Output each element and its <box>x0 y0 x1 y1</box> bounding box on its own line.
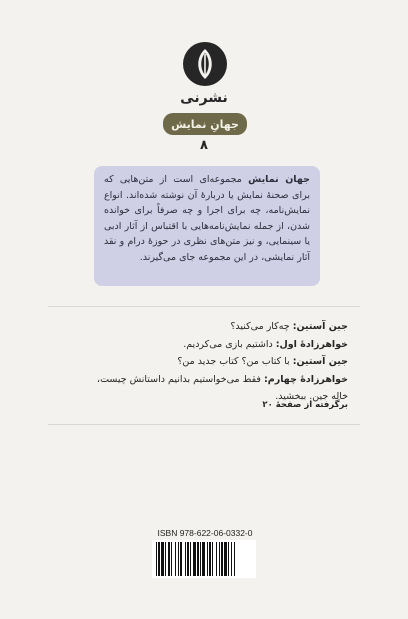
isbn-barcode <box>152 540 256 578</box>
bottom-divider <box>48 424 360 425</box>
barcode-bar <box>234 542 235 576</box>
excerpt-source: برگرفته از صفحهٔ ۲۰ <box>262 400 348 410</box>
barcode-bar <box>171 542 172 576</box>
description-text: مجموعه‌ای است از متن‌هایی که برای صحنهٔ نمایش یا دربارهٔ آن نوشته شده‌اند. انواع نمایش‌نامه، چه برای اجرا و چه صرفاً برای خوانده شدن، از جمله نمایش‌نامه‌هایی با اقتباس از آثار ادبی یا سینمایی، و نیز متن‌های نظری در حوزهٔ درام و نقد آثار نمایشی، در این مجموعه جای می‌گیرند. <box>104 174 310 263</box>
barcode-bar <box>165 542 166 576</box>
barcode-bar <box>200 542 201 576</box>
barcode-bar <box>187 542 189 576</box>
barcode-bar <box>224 542 227 576</box>
dialogue-line <box>60 353 348 371</box>
dialogue-speaker: جین آستین: <box>292 356 348 367</box>
dialogue-speaker: خواهرزادهٔ اول: <box>275 338 348 350</box>
barcode-bar <box>212 542 213 576</box>
dialogue-text: فقط می‌خواستیم بدانیم داستانش چیست، <box>97 373 264 385</box>
dialogue-speaker: جین آستین: <box>292 321 348 332</box>
barcode-bar <box>216 542 217 576</box>
top-divider <box>48 306 360 307</box>
barcode-bar <box>175 542 176 576</box>
series-description <box>94 166 320 286</box>
dialogue-text: خاله جین. ببخشید. <box>275 391 348 402</box>
barcode-bar <box>158 542 160 576</box>
barcode-bar <box>207 542 208 576</box>
barcode-bar <box>219 542 220 576</box>
series-number: ۸ <box>200 138 208 153</box>
barcode-bar <box>161 542 164 576</box>
leaf-icon <box>192 48 218 80</box>
dialogue-text: داشتیم بازی می‌کردیم. <box>183 338 276 350</box>
barcode-bar <box>221 542 223 576</box>
dialogue-speaker: خواهرزادهٔ چهارم: <box>264 373 348 385</box>
dialogue-line <box>60 371 348 389</box>
dialogue-line <box>60 336 348 354</box>
dialogue-excerpt <box>60 318 348 406</box>
publisher-name: نشرنی <box>180 90 228 106</box>
dialogue-text: چه‌کار می‌کنید؟ <box>230 321 293 332</box>
series-title-badge: جهانِ نمایش <box>163 113 247 135</box>
barcode-bar <box>193 542 196 576</box>
barcode-bar <box>185 542 186 576</box>
barcode-bar <box>180 542 182 576</box>
barcode-bar <box>228 542 229 576</box>
barcode-bar <box>197 542 199 576</box>
barcode-bars <box>155 542 253 576</box>
barcode-bar <box>231 542 232 576</box>
isbn-number: ISBN 978-622-06-0332-0 <box>157 528 253 538</box>
barcode-bar <box>168 542 170 576</box>
barcode-bar <box>190 542 191 576</box>
barcode-bar <box>156 542 157 576</box>
barcode-bar <box>178 542 179 576</box>
barcode-bar <box>209 542 211 576</box>
barcode-bar <box>202 542 205 576</box>
dialogue-line <box>60 318 348 336</box>
dialogue-text: با کتاب من؟ کتاب جدید من؟ <box>177 356 293 367</box>
description-highlight: جهان نمایش <box>248 174 310 185</box>
publisher-logo <box>183 42 227 86</box>
